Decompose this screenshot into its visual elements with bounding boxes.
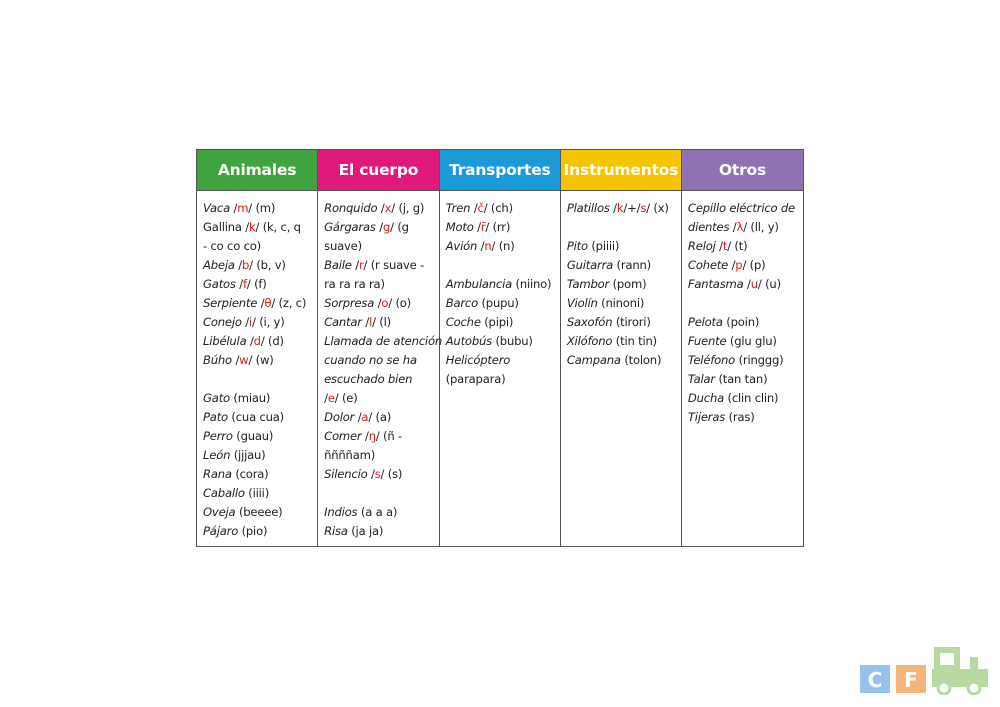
entry-text: / (w) [248,353,274,367]
entry-text: / [377,201,385,215]
blank-line [688,294,799,313]
entry-line [203,237,313,256]
entry-word: Libélula [203,334,247,348]
entry-line [688,389,799,408]
cf-train-logo [858,645,990,695]
column-header: El cuerpo [318,150,439,191]
entry-line [567,351,677,370]
column-otros [682,150,803,546]
entry-text: ra ra ra ra) [324,277,385,291]
entry-line [446,351,556,370]
column-instrumentos [561,150,682,546]
entry-text: / (k, c, q [255,220,301,234]
entry-word: Tren [445,201,471,215]
phoneme: s [374,467,381,481]
entry-text: / (t) [727,239,748,253]
entry-text: / [235,277,243,291]
phoneme: b [241,258,250,272]
entry-line [203,503,313,522]
entry-text: /+/ [623,201,641,215]
entry-word: Coche [445,315,481,329]
sounds-table [196,149,804,547]
entry-line [203,389,313,408]
entry-text: / [231,353,240,367]
entry-line [567,256,677,275]
entry-text: / [728,258,736,272]
entry-text: (a a a) [357,505,398,519]
entry-word: Vaca [203,201,230,215]
entry-text: (ninoni) [597,296,645,310]
phoneme: x [384,201,392,215]
column-header: Otros [682,150,803,191]
entry-line [324,313,435,332]
entry-word: Cohete [687,258,729,272]
entry-text: / [351,258,359,272]
entry-line [324,522,435,541]
entry-line [203,199,313,218]
entry-word: Moto [445,220,474,234]
phoneme: o [381,296,389,310]
entry-text: / (m) [248,201,276,215]
phoneme: e [327,391,335,405]
entry-text: (ja ja) [347,524,384,538]
blank-line [203,370,313,389]
entry-word: Rana [203,467,232,481]
entry-word: dientes [687,220,730,234]
entry-word: Comer [324,429,362,443]
entry-text: (pom) [609,277,647,291]
entry-line [567,294,677,313]
phoneme: r [358,258,364,272]
entry-line [203,218,313,237]
entry-line [324,408,435,427]
entry-text: (guau) [232,429,274,443]
entry-word: Xilófono [566,334,613,348]
entry-text: (ras) [725,410,755,424]
entry-line [324,218,435,237]
entry-text: / (d) [260,334,284,348]
entry-word: Reloj [687,239,716,253]
entry-text: (niino) [512,277,552,291]
entry-text: / [324,391,328,405]
entry-line [203,351,313,370]
column-body [197,191,317,541]
phoneme: r̄ [480,220,486,234]
entry-word: Saxofón [566,315,613,329]
entry-text: / (b, v) [249,258,286,272]
blank-line [446,256,556,275]
phoneme: w [239,353,249,367]
phoneme: m [237,201,249,215]
entry-line [446,237,556,256]
entry-text: (beeee) [235,505,283,519]
entry-line [324,332,442,351]
entry-text: (tan tan) [714,372,768,386]
entry-word: Helicóptero [445,353,511,367]
entry-text: - co co co) [203,239,261,253]
entry-text: / (j, g) [391,201,425,215]
entry-word: Gárgaras [324,220,376,234]
phoneme: d [253,334,261,348]
phoneme: s [640,201,647,215]
entry-line [688,237,799,256]
entry-word: Platillos [566,201,610,215]
entry-word: Pelota [687,315,723,329]
entry-line [203,465,313,484]
entry-line [688,332,799,351]
entry-line [324,503,435,522]
entry-word: Teléfono [687,353,736,367]
entry-text: / (z, c) [271,296,307,310]
phoneme: θ [264,296,272,310]
entry-word: Risa [324,524,348,538]
entry-text: (ringgg) [735,353,784,367]
entry-text: / [477,239,485,253]
entry-text: / (s) [380,467,403,481]
entry-word: Ambulancia [445,277,513,291]
entry-text: (pipi) [480,315,514,329]
entry-text: / (x) [646,201,669,215]
entry-line [567,332,677,351]
entry-text: (iiii) [244,486,270,500]
entry-line [446,294,556,313]
entry-word: Gatos [203,277,236,291]
entry-line [324,294,435,313]
entry-text: / [229,201,238,215]
entry-word: Cantar [324,315,362,329]
entry-text: (glu glu) [726,334,777,348]
entry-text: / [374,296,382,310]
entry-word: Perro [203,429,233,443]
column-transportes [440,150,561,546]
entry-text: (parapara) [445,372,506,386]
entry-line [203,427,313,446]
phoneme: n [484,239,492,253]
blank-line [567,218,677,237]
entry-line [446,332,556,351]
entry-word: Barco [445,296,478,310]
entry-word: Llamada de atención [324,334,442,348]
entry-word: Fantasma [687,277,744,291]
entry-text: (clin clin) [724,391,779,405]
entry-text: / (l) [372,315,391,329]
entry-line [324,199,435,218]
entry-text: / [729,220,737,234]
entry-text: / (p) [742,258,766,272]
entry-word: Gato [203,391,230,405]
entry-text: / (f) [246,277,267,291]
entry-word: Talar [687,372,715,386]
entry-line [203,294,313,313]
entry-text: (miau) [229,391,271,405]
entry-word: Avión [445,239,478,253]
entry-text: (pupu) [478,296,519,310]
phoneme: k [616,201,624,215]
entry-line [203,275,313,294]
entry-word: Dolor [324,410,355,424]
column-body [318,191,442,541]
phoneme: k [249,220,256,234]
entry-line [324,256,435,275]
entry-line [203,446,313,465]
entry-text: / [241,315,249,329]
entry-text: / (g [390,220,409,234]
entry-word: Autobús [445,334,492,348]
blank-line [324,484,435,503]
entry-word: Pato [203,410,228,424]
entry-line [324,446,435,465]
train-engine-icon [932,647,988,694]
logo-letter-f: F [904,668,918,692]
entry-text: (cua cua) [227,410,285,424]
column-header: Instrumentos [561,150,681,191]
column-animales [197,150,318,546]
entry-word: Serpiente [203,296,258,310]
entry-word: Búho [203,353,232,367]
entry-line [567,313,677,332]
entry-word: cuando no se ha [324,353,417,367]
entry-word: Campana [566,353,621,367]
entry-text: / [470,201,478,215]
entry-line [688,408,799,427]
entry-text: (poin) [722,315,760,329]
entry-line [324,275,435,294]
phoneme: t [722,239,728,253]
logo-letter-c: C [867,668,883,692]
phoneme: p [735,258,743,272]
entry-line [688,218,799,237]
entry-line [446,218,556,237]
entry-text: / [361,429,369,443]
entry-word: Pájaro [203,524,239,538]
entry-line [446,199,556,218]
entry-line [324,389,435,408]
entry-text: / (u) [757,277,781,291]
entry-text: / (e) [334,391,358,405]
entry-line [688,256,799,275]
entry-word: Guitarra [566,258,614,272]
entry-text: / (o) [388,296,411,310]
entry-line [567,237,677,256]
entry-text: / [715,239,723,253]
entry-text: / [361,315,370,329]
entry-word: Conejo [203,315,242,329]
entry-line [324,427,435,446]
entry-text: / [246,334,254,348]
entry-text: (jjjau) [230,448,266,462]
entry-line [688,275,799,294]
entry-line [688,370,799,389]
column-header: Animales [197,150,317,191]
entry-word: Tambor [566,277,610,291]
entry-line [688,351,799,370]
entry-text: / (i, y) [252,315,285,329]
entry-text: / (a) [368,410,392,424]
entry-text: Gallina / [203,220,249,234]
phoneme: a [361,410,369,424]
entry-line [446,370,556,389]
entry-line [203,484,313,503]
phoneme: f [242,277,247,291]
entry-line [567,275,677,294]
entry-word: Oveja [203,505,236,519]
entry-line [324,237,435,256]
entry-word: Ronquido [324,201,378,215]
entry-word: Pito [566,239,588,253]
phoneme: l [369,315,373,329]
entry-text: / [257,296,265,310]
entry-word: León [203,448,231,462]
entry-line [203,332,313,351]
entry-text: / (ll, y) [743,220,779,234]
entry-word: Tijeras [687,410,726,424]
column-body [561,191,681,370]
entry-line [203,408,313,427]
entry-line [203,256,313,275]
phoneme: č [477,201,484,215]
column-header: Transportes [440,150,560,191]
entry-word: Indios [324,505,358,519]
column-body [440,191,560,389]
phoneme: i [249,315,253,329]
entry-line [324,351,435,370]
entry-word: Sorpresa [324,296,375,310]
entry-line [446,275,556,294]
entry-word: Silencio [324,467,368,481]
entry-line [203,522,313,541]
entry-word: Ducha [687,391,725,405]
entry-line [688,313,799,332]
phoneme: u [750,277,758,291]
entry-line [567,199,677,218]
entry-text: (tin tin) [612,334,657,348]
entry-text: (rann) [613,258,651,272]
entry-text: suave) [324,239,362,253]
entry-text: / [743,277,751,291]
entry-word: Fuente [687,334,727,348]
entry-text: / (ch) [483,201,513,215]
entry-text: / (n) [491,239,515,253]
entry-line [688,199,799,218]
column-body [682,191,803,427]
entry-word: Abeja [203,258,235,272]
entry-word: Caballo [203,486,245,500]
entry-line [324,465,435,484]
entry-line [203,313,313,332]
phoneme: λ [736,220,744,234]
entry-text: (pio) [238,524,268,538]
entry-word: Violín [566,296,598,310]
entry-text: / (ñ - [375,429,402,443]
entry-text: (tolon) [620,353,662,367]
entry-text: / [473,220,481,234]
entry-text: / [609,201,617,215]
entry-text: (bubu) [491,334,533,348]
entry-text: (cora) [231,467,269,481]
entry-text: / [234,258,242,272]
entry-text: (piiii) [587,239,620,253]
column-el-cuerpo [318,150,440,546]
entry-text: ññññam) [324,448,376,462]
entry-word: escuchado bien [324,372,413,386]
entry-text: (tirori) [612,315,651,329]
entry-text: / [375,220,383,234]
phoneme: g [382,220,391,234]
entry-text: / (r suave - [363,258,425,272]
entry-text: / [354,410,362,424]
entry-line [446,313,556,332]
entry-text: / (rr) [485,220,511,234]
entry-text: / [367,467,375,481]
entry-word: Cepillo eléctrico de [687,201,795,215]
phoneme: ŋ [368,429,376,443]
entry-word: Baile [324,258,352,272]
entry-line [324,370,435,389]
